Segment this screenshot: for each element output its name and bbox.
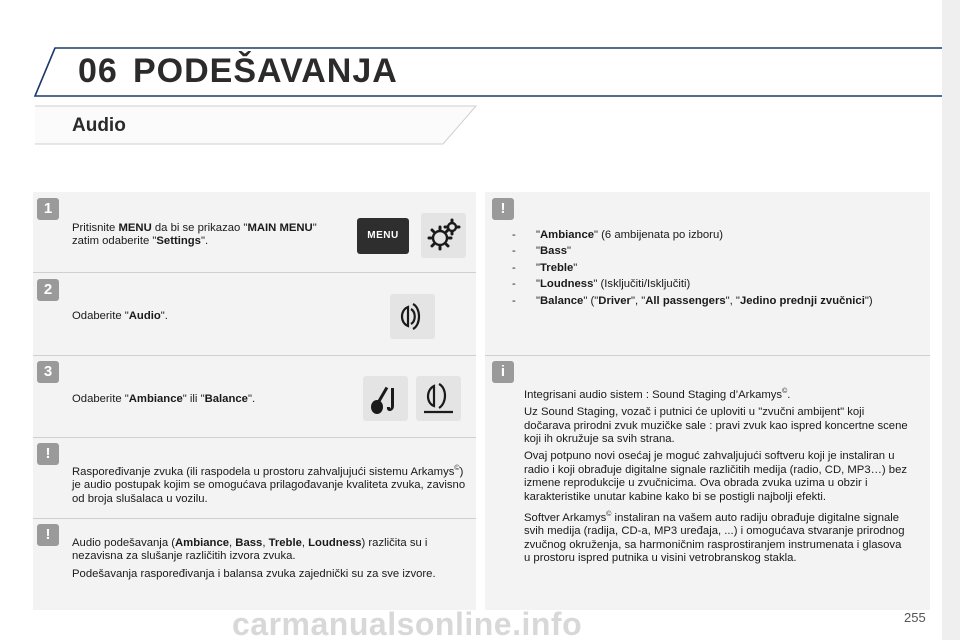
list-item: - "Bass" <box>512 245 572 258</box>
section-title: Audio <box>72 115 126 136</box>
separator <box>33 355 476 356</box>
chapter-number: 06 <box>78 52 118 90</box>
list-item: - "Treble" <box>512 261 578 274</box>
note-audio-settings: Audio podešavanja (Ambiance, Bass, Treble, Loudness) različita su i nezavisna za slušanje različitih izvora zvuka. Podešavanja raspoređivanja i balansa zvuka zajednički su za sve izvore. <box>72 537 436 580</box>
page-number: 255 <box>904 610 926 625</box>
list-item: - "Balance" ("Driver", "All passengers", "Jedino prednji zvučnici") <box>512 294 873 307</box>
settings-gear-icon <box>421 213 466 258</box>
menu-button-icon: MENU <box>357 218 409 254</box>
step-badge: 1 <box>37 198 59 220</box>
separator <box>33 437 476 438</box>
note-sound-staging: Integrisani audio sistem : Sound Staging d’Arkamys©. Uz Sound Staging, vozač i putnici će uploviti u "zvučni ambijent" koji dočarava prirodni zvuk muzičke sale : pravi zvuk kao ispred koncertne scene koji ih okružuje sa svih strana. Ovaj potpuno novi osećaj je moguć zahvaljujući softveru koji je instaliran u radio i koji obrađuje digitalne signale različitih medija (radio, CD, MP3…) bez izmene reprodukcije u zvučnicima. Ova obrada zvuka uzima u obzir i karakteristike unutar kabine kako bi se postigli najbolji efekti. Softver Arkamys© instaliran na vašem auto radiju obrađuje digitalne signale svih medija (radija, CD-a, MP3 uređaja, ...) i omogućava stvaranje prirodnog zvučnog okruženja, sa harmoničnim rasprostiranjem instrumenata i glasova u prostoru ispred putnika u visini vetrobranskog stakla. <box>524 388 908 564</box>
audio-speaker-icon <box>390 294 435 339</box>
warning-icon: ! <box>37 443 59 465</box>
warning-icon: ! <box>37 524 59 546</box>
list-item: - "Ambiance" (6 ambijenata po izboru) <box>512 229 723 241</box>
note-sound-distribution: Raspoređivanje zvuka (ili raspodela u prostoru zahvaljujući sistemu Arkamys©) je audio postupak kojim se omogućava prilagođavanje kvaliteta zvuka, zavisno od broja slušalaca u vozilu. <box>72 465 466 505</box>
ambiance-instruments-icon <box>363 376 408 421</box>
step-badge: 2 <box>37 279 59 301</box>
separator <box>33 272 476 273</box>
page-edge <box>942 0 960 640</box>
warning-icon: ! <box>492 198 514 220</box>
step-3-text: Odaberite "Ambiance" ili "Balance". <box>72 393 256 405</box>
balance-speaker-icon <box>416 376 461 421</box>
watermark: carmanualsonline.info <box>232 606 583 642</box>
chapter-title: PODEŠAVANJA <box>133 52 398 90</box>
step-badge: 3 <box>37 361 59 383</box>
info-icon: i <box>492 361 514 383</box>
step-1-text: Pritisnite MENU da bi se prikazao "MAIN MENU" zatim odaberite "Settings". <box>72 222 317 248</box>
separator <box>33 518 476 519</box>
audio-options-list <box>512 229 902 311</box>
step-2-text: Odaberite "Audio". <box>72 310 168 322</box>
list-item: - "Loudness" (Isključiti/Isključiti) <box>512 278 691 291</box>
separator <box>485 355 930 356</box>
